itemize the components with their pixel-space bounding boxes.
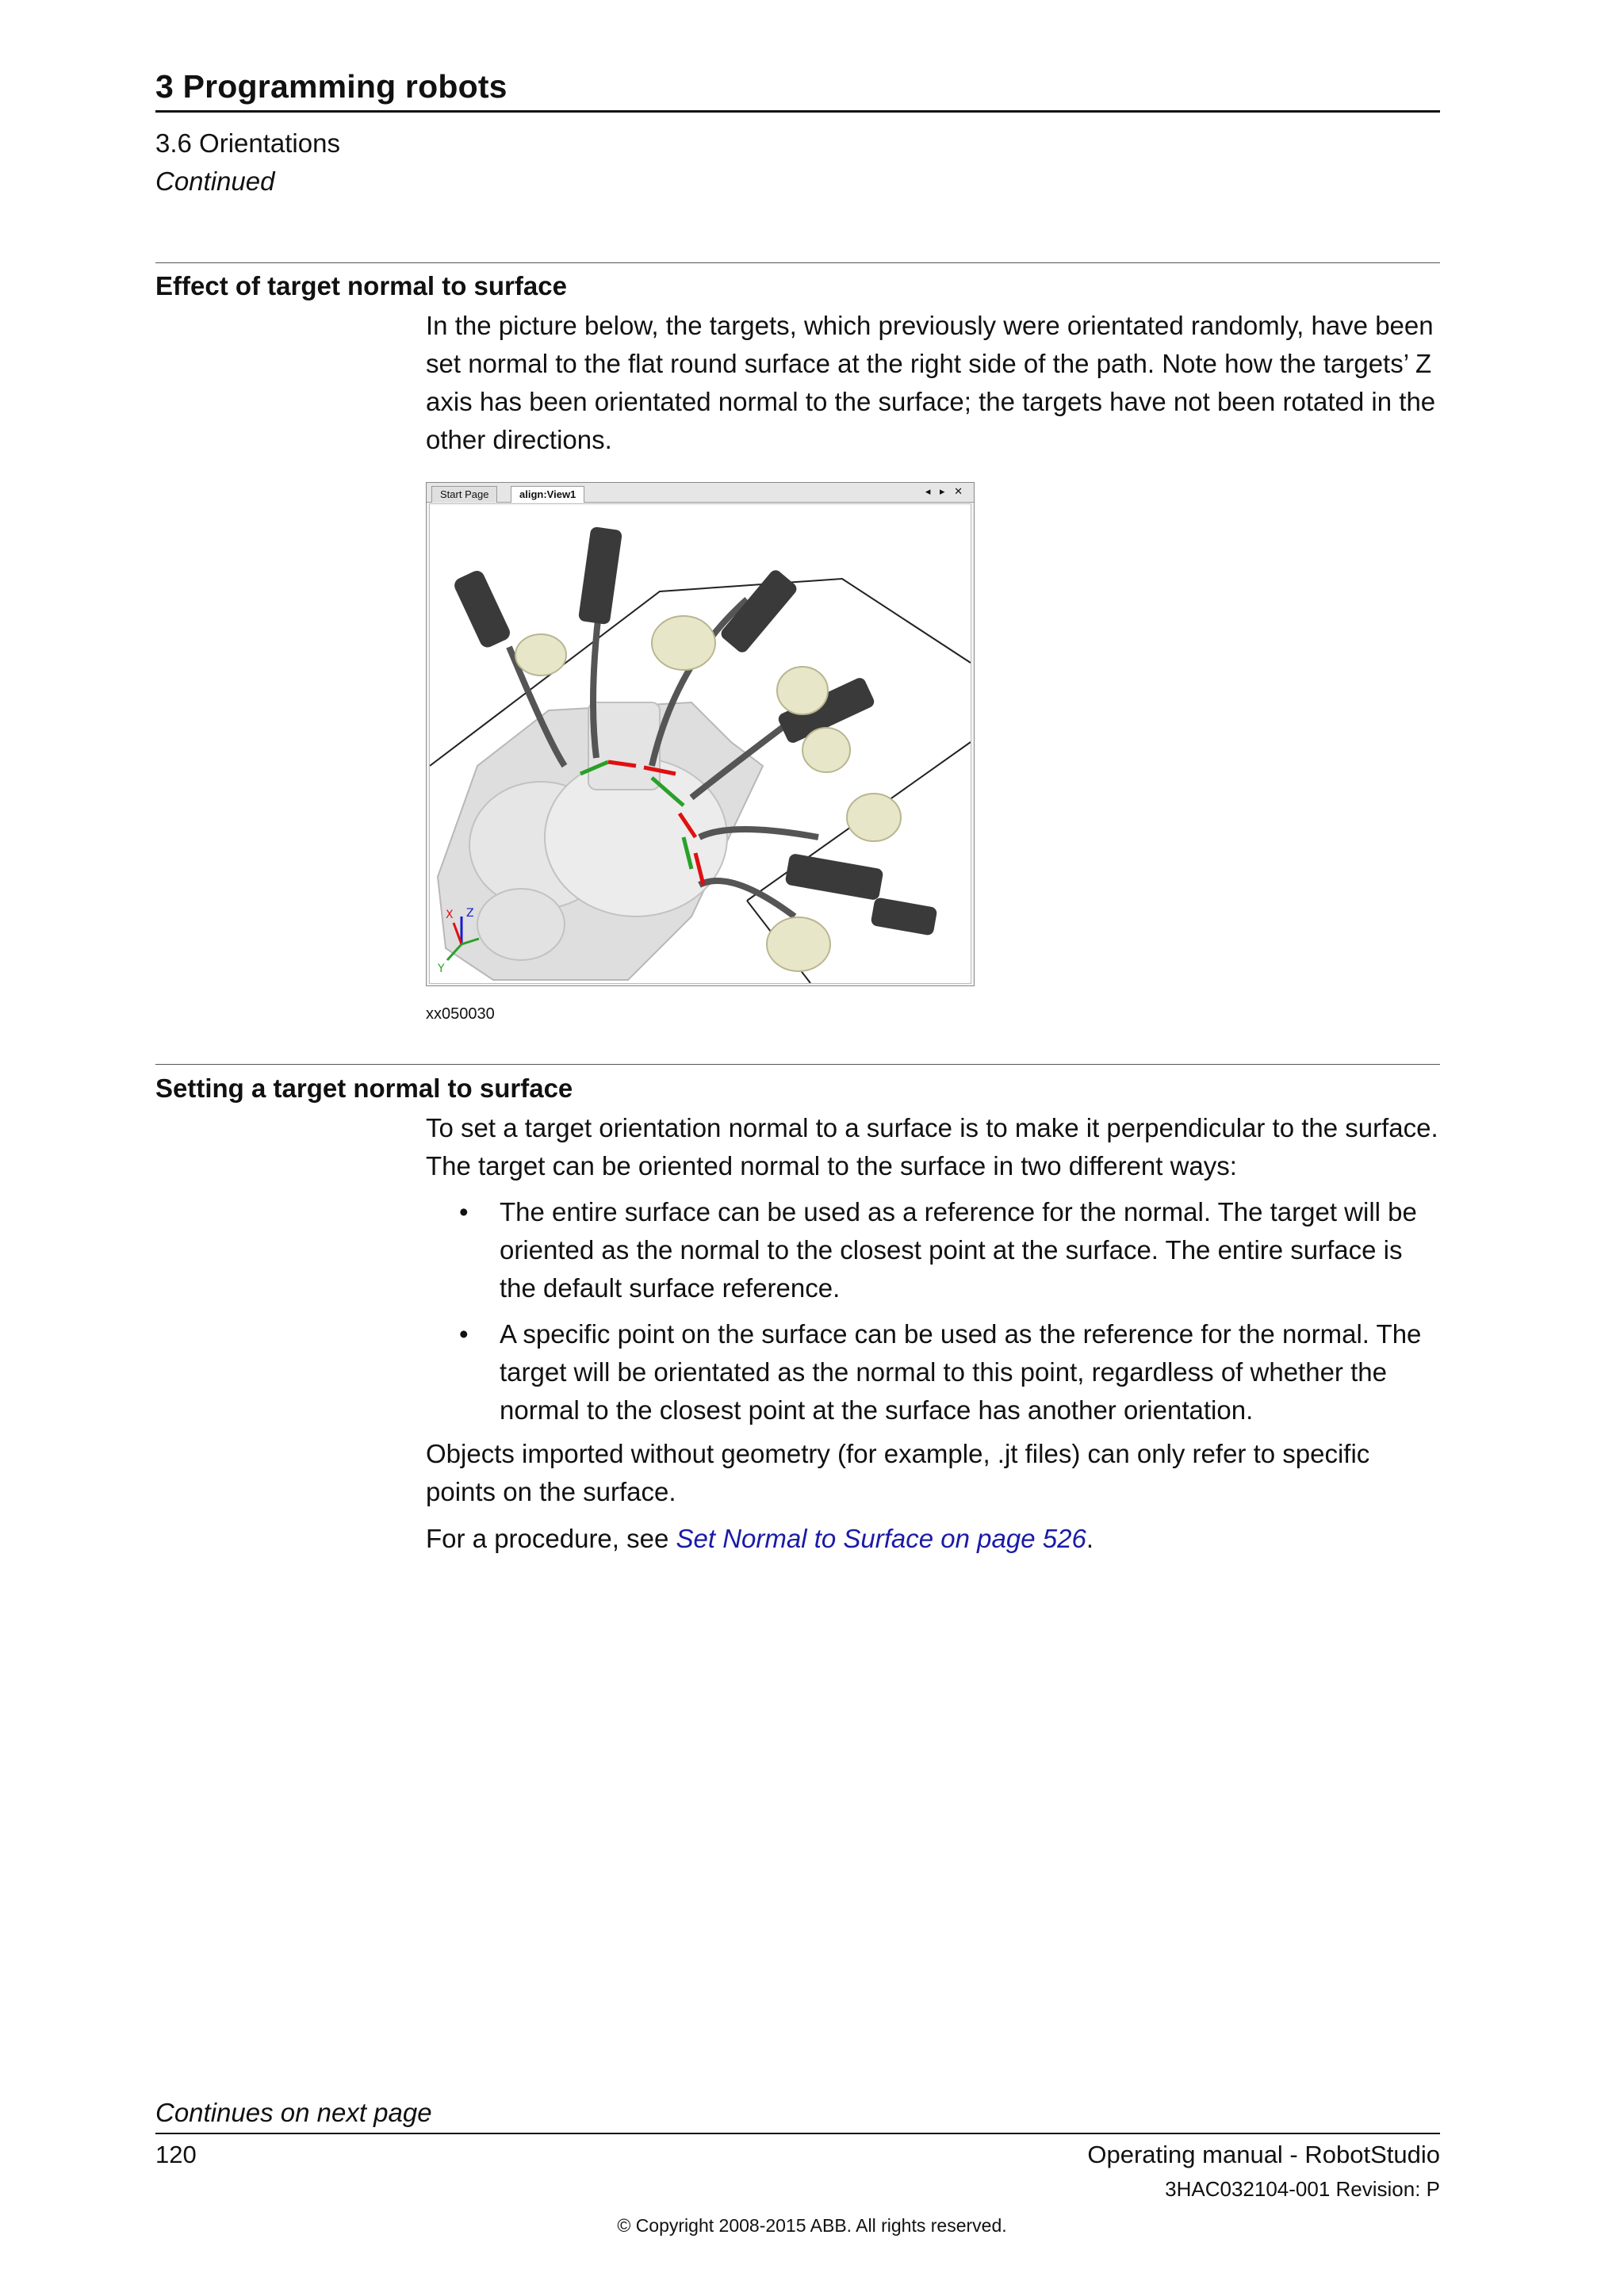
axis-label-z: Z xyxy=(466,907,474,920)
tab-controls[interactable]: ◂ ▸ ✕ xyxy=(925,485,966,497)
list-item xyxy=(426,1193,1441,1307)
effect-paragraph xyxy=(426,307,1441,459)
footer-rule xyxy=(155,2133,1440,2134)
setting-heading: Setting a target normal to surface xyxy=(155,1073,573,1103)
procedure-suffix: . xyxy=(1086,1524,1094,1553)
page-number: 120 xyxy=(155,2141,197,2168)
effect-heading: Effect of target normal to surface xyxy=(155,271,567,300)
list-item xyxy=(426,1315,1441,1429)
section-divider xyxy=(155,1064,1440,1065)
setting-bullet-list xyxy=(426,1193,1441,1437)
header-rule xyxy=(155,110,1440,113)
setting-procedure xyxy=(426,1520,1441,1558)
bullet-text: The entire surface can be used as a reference for the normal. The target will be oriented as the normal to the closest point at the surface. The entire surface is the default surface reference. xyxy=(500,1197,1417,1303)
section-title: 3.6 Orientations xyxy=(155,128,340,158)
robot-scene-illustration xyxy=(430,504,971,983)
bullet-icon: • xyxy=(459,1319,469,1349)
section-divider xyxy=(155,262,1440,263)
procedure-line xyxy=(426,1520,1441,1558)
bullet-text: A specific point on the surface can be used as the reference for the normal. The target will be orientated as the normal to this point, regardless of whether the normal to the closest point at the surface has another orientation. xyxy=(500,1319,1422,1425)
tab-start-page[interactable]: Start Page xyxy=(431,486,497,503)
effect-text: In the picture below, the targets, which previously were orientated randomly, have been set normal to the flat round surface at the right side of the path. Note how the targets’ Z axis has been orientated normal to the surface; the targets have not been rotated in the other directions. xyxy=(426,311,1436,454)
axis-label-y: Y xyxy=(438,962,445,975)
continued-label: Continued xyxy=(155,166,275,196)
setting-intro xyxy=(426,1109,1441,1185)
figure-caption: xx050030 xyxy=(426,1005,495,1023)
view-tabbar xyxy=(427,483,974,503)
procedure-prefix: For a procedure, see xyxy=(426,1524,676,1553)
document-id: 3HAC032104-001 Revision: P xyxy=(1165,2177,1440,2201)
procedure-link[interactable]: Set Normal to Surface on page 526 xyxy=(676,1524,1086,1553)
setting-note-text: Objects imported without geometry (for example, .jt files) can only refer to specific points on the surface. xyxy=(426,1439,1370,1506)
axis-label-x: X xyxy=(446,909,454,921)
3d-viewport[interactable] xyxy=(429,503,971,984)
copyright-notice: © Copyright 2008-2015 ABB. All rights reserved. xyxy=(617,2215,1007,2236)
tab-align-view1[interactable]: align:View1 xyxy=(511,486,584,503)
setting-intro-text: To set a target orientation normal to a surface is to make it perpendicular to the surface. The target can be oriented normal to the surface in two different ways: xyxy=(426,1113,1438,1181)
continues-label: Continues on next page xyxy=(155,2098,432,2127)
manual-title: Operating manual - RobotStudio xyxy=(1087,2141,1440,2168)
chapter-title: 3 Programming robots xyxy=(155,68,508,105)
setting-note xyxy=(426,1435,1441,1511)
bullet-icon: • xyxy=(459,1197,469,1226)
figure-screenshot xyxy=(426,482,975,986)
